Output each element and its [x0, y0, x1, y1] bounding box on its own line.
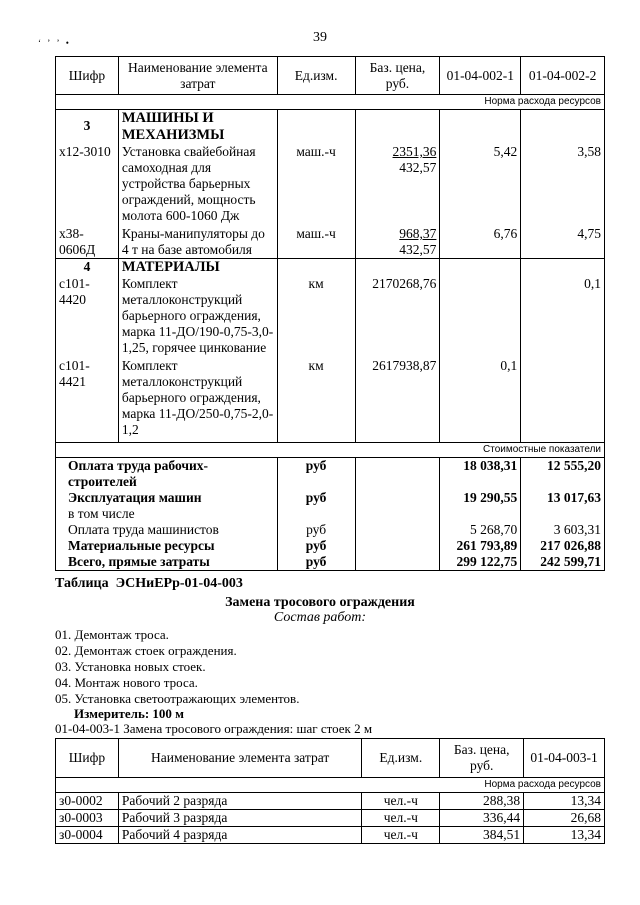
table-heading: Таблица ЭСНиЕРр-01-04-003	[55, 576, 243, 591]
row-code: с101-4420	[56, 276, 119, 358]
row-value-1: 26,68	[524, 810, 605, 827]
cost-row	[56, 522, 605, 538]
row-value-1: 13,34	[524, 793, 605, 810]
cost-name: Оплата труда машинистов	[56, 522, 278, 538]
cost-row	[56, 458, 605, 491]
row-price: 968,37	[399, 226, 437, 241]
cost-value-1: 299 122,75	[440, 554, 521, 571]
row-value-1: 5,42	[440, 144, 521, 226]
resource-table-2	[55, 738, 605, 844]
work-step: 01. Демонтаж троса.	[55, 627, 169, 642]
scan-marks: ʻ ʼ ʼ •	[38, 38, 71, 48]
row-name: Комплект металлоконструкций барьерного ограждения, марка 11-ДО/190-0,75-3,0-1,25, горячее цинкование	[118, 276, 277, 358]
cost-unit: руб	[277, 538, 355, 554]
row-code: з0-0004	[56, 827, 119, 844]
composition-heading: Состав работ:	[273, 610, 367, 625]
cost-value-1: 5 268,70	[440, 522, 521, 538]
header-unit: Ед.изм.	[277, 57, 355, 95]
row-value-1: 13,34	[524, 827, 605, 844]
cost-unit: руб	[277, 522, 355, 538]
row-name: Рабочий 3 разряда	[118, 810, 361, 827]
row-value-2: 3,58	[521, 144, 605, 226]
cost-unit: руб	[277, 554, 355, 571]
row-unit: чел.-ч	[362, 793, 440, 810]
row-value-1: 6,76	[440, 226, 521, 259]
row-name: Рабочий 4 разряда	[118, 827, 361, 844]
row-unit: км	[277, 276, 355, 358]
section-heading: Замена тросового ограждения	[225, 595, 415, 610]
meter-label: Измеритель: 100 м	[74, 706, 185, 721]
row-price-2: 432,57	[399, 242, 437, 257]
row-price: 2170268,76	[355, 276, 440, 358]
cost-name: Эксплуатация машин	[56, 490, 278, 506]
cost-name: Материальные ресурсы	[56, 538, 278, 554]
work-step: 04. Монтаж нового троса.	[55, 675, 198, 690]
resource-table-1	[55, 56, 605, 571]
row-code: з0-0003	[56, 810, 119, 827]
header-code: Шифр	[56, 57, 119, 95]
row-unit: чел.-ч	[362, 810, 440, 827]
header-price: Баз. цена, руб.	[355, 57, 440, 95]
row-value-2: 0,1	[521, 276, 605, 358]
table-row	[56, 226, 605, 259]
row-unit: маш.-ч	[277, 226, 355, 259]
row-code: х38-0606Д	[56, 226, 119, 259]
row-value-2	[521, 358, 605, 443]
row-price: 384,51	[440, 827, 524, 844]
row-value-1: 0,1	[440, 358, 521, 443]
row-unit: чел.-ч	[362, 827, 440, 844]
row-unit: маш.-ч	[277, 144, 355, 226]
row-price: 2351,36	[392, 144, 437, 159]
cost-value-1: 18 038,31	[440, 458, 521, 491]
row-name: Установка свайебойная самоходная для устройства барьерных ограждений, мощность молота 600-1060 Дж	[118, 144, 277, 226]
page-number: 39	[313, 30, 327, 45]
table-row	[56, 810, 605, 827]
section-title: МАШИНЫ И МЕХАНИЗМЫ	[118, 110, 277, 145]
row-price: 2617938,87	[355, 358, 440, 443]
header-name: Наименование элемента затрат	[118, 739, 361, 778]
cost-row	[56, 490, 605, 506]
row-code: з0-0002	[56, 793, 119, 810]
row-name: Рабочий 2 разряда	[118, 793, 361, 810]
header-col-2: 01-04-002-2	[521, 57, 605, 95]
cost-row	[56, 554, 605, 571]
row-value-1	[440, 276, 521, 358]
cost-label: Стоимостные показатели	[56, 443, 605, 458]
cost-value-2: 3 603,31	[521, 522, 605, 538]
row-name: Краны-манипуляторы до 4 т на базе автомобиля	[118, 226, 277, 259]
row-name: Комплект металлоконструкций барьерного ограждения, марка 11-ДО/250-0,75-2,0-1,2	[118, 358, 277, 443]
cost-name: Всего, прямые затраты	[56, 554, 278, 571]
table-row	[56, 793, 605, 810]
row-code: с101-4421	[56, 358, 119, 443]
work-step: 05. Установка светоотражающих элементов.	[55, 691, 300, 706]
header-price: Баз. цена, руб.	[440, 739, 524, 778]
section-number: 3	[56, 110, 119, 145]
table-row	[56, 827, 605, 844]
work-step: 02. Демонтаж стоек ограждения.	[55, 643, 237, 658]
cost-unit: руб	[277, 458, 355, 491]
section-title: МАТЕРИАЛЫ	[118, 259, 277, 277]
table-row	[56, 358, 605, 443]
cost-value-2: 12 555,20	[521, 458, 605, 491]
header-name: Наименование элемента затрат	[118, 57, 277, 95]
cost-name: Оплата труда рабочих-строителей	[56, 458, 278, 491]
table-row	[56, 144, 605, 226]
row-unit: км	[277, 358, 355, 443]
row-price: 336,44	[440, 810, 524, 827]
header-col-1: 01-04-002-1	[440, 57, 521, 95]
cost-row	[56, 506, 605, 522]
header-col-1: 01-04-003-1	[524, 739, 605, 778]
cost-row	[56, 538, 605, 554]
row-value-2: 4,75	[521, 226, 605, 259]
work-step: 03. Установка новых стоек.	[55, 659, 206, 674]
norm-label: Норма расхода ресурсов	[56, 95, 605, 110]
cost-name: в том числе	[56, 506, 278, 522]
work-subtitle: 01-04-003-1 Замена тросового ограждения: шаг стоек 2 м	[55, 721, 373, 736]
row-price-2: 432,57	[399, 160, 437, 175]
cost-value-2: 242 599,71	[521, 554, 605, 571]
cost-value-2: 217 026,88	[521, 538, 605, 554]
row-code: х12-3010	[56, 144, 119, 226]
header-code: Шифр	[56, 739, 119, 778]
row-price: 288,38	[440, 793, 524, 810]
cost-value-1: 19 290,55	[440, 490, 521, 506]
cost-unit: руб	[277, 490, 355, 506]
cost-value-2: 13 017,63	[521, 490, 605, 506]
cost-value-1: 261 793,89	[440, 538, 521, 554]
table-row	[56, 276, 605, 358]
section-number: 4	[56, 259, 119, 277]
header-unit: Ед.изм.	[362, 739, 440, 778]
norm-label: Норма расхода ресурсов	[56, 778, 605, 793]
